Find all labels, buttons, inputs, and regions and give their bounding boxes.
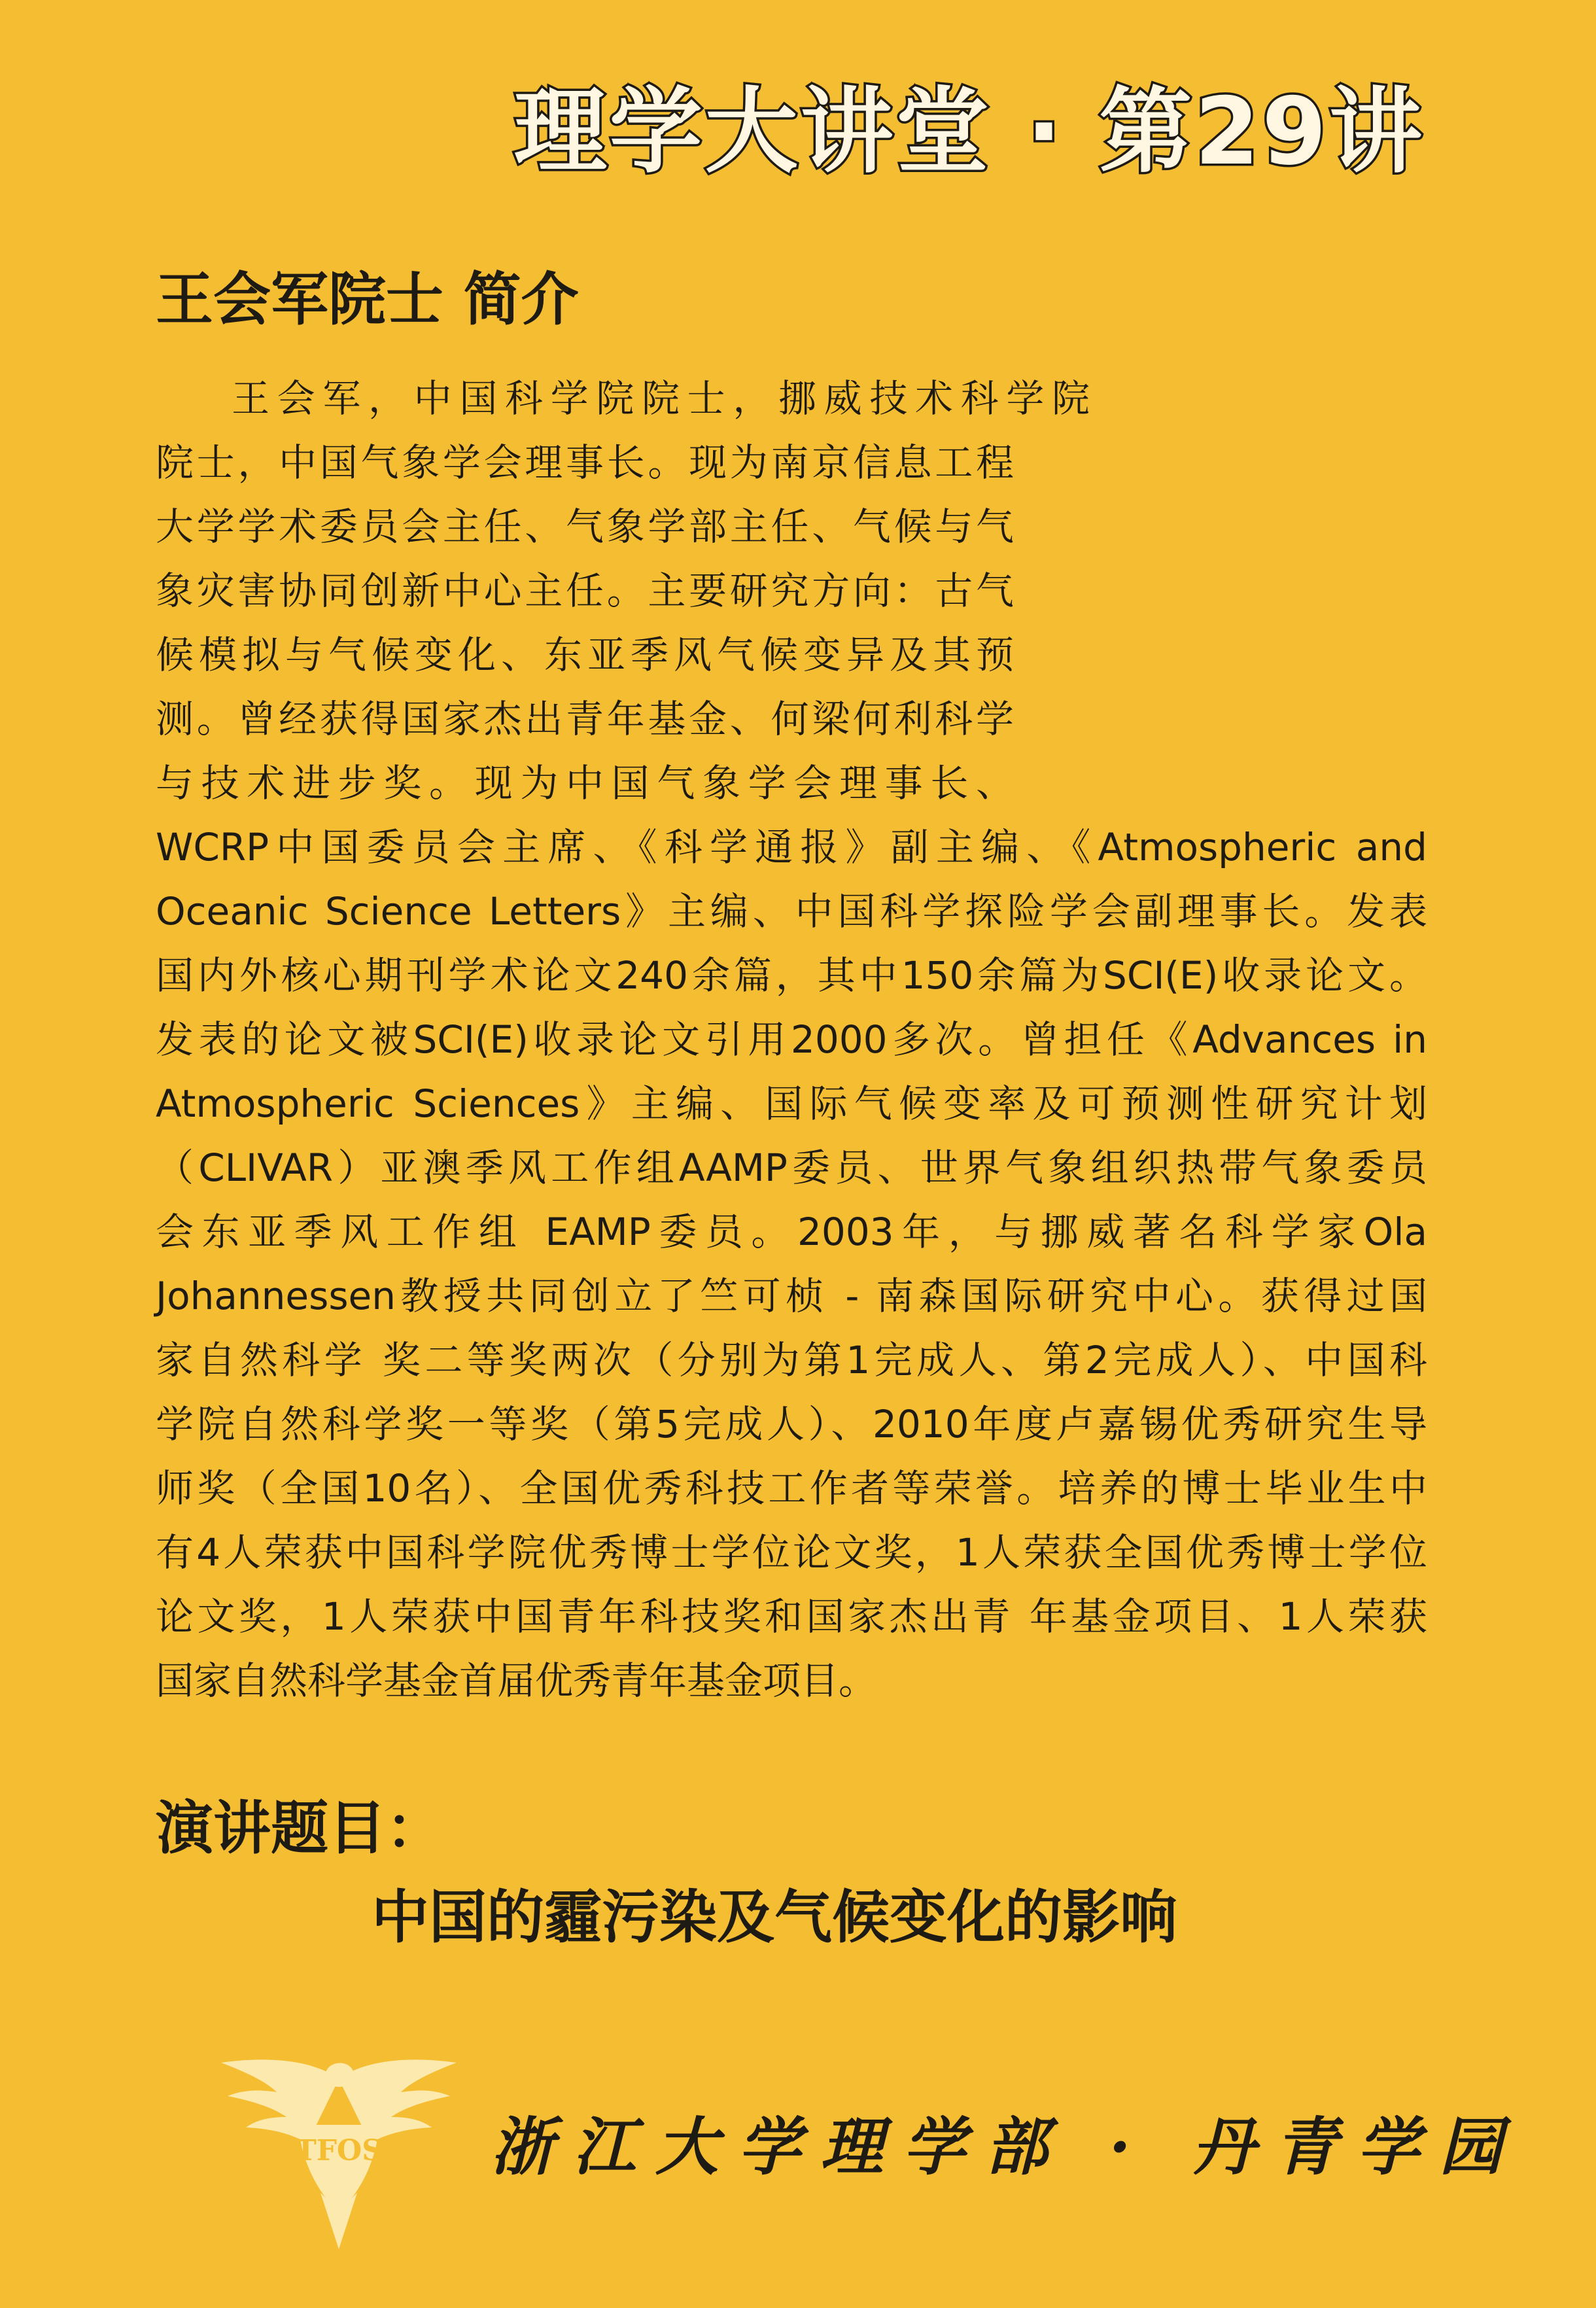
intro-heading: 王会军院士 简介	[156, 266, 579, 333]
bio-line: 论文奖，1人荣获中国青年科技奖和国家杰出青 年基金项目、1人荣获	[156, 1594, 1427, 1639]
bio-line: 与技术进步奖。现为中国气象学会理事长、	[156, 761, 1014, 805]
bio-line: 候模拟与气候变化、东亚季风气候变异及其预	[156, 633, 1014, 677]
bio-line: （CLIVAR）亚澳季风工作组AAMP委员、世界气象组织热带气象委员	[156, 1145, 1427, 1190]
bio-line: WCRP中国委员会主席、《科学通报》副主编、《Atmospheric and	[156, 825, 1427, 869]
bio-line: 象灾害协同创新中心主任。主要研究方向：古气	[156, 568, 1014, 613]
bio-line: 大学学术委员会主任、气象学部主任、气候与气	[156, 504, 1014, 549]
bio-line: Atmospheric Sciences》主编、国际气候变率及可预测性研究计划	[156, 1081, 1427, 1126]
bio-line: 王会军，中国科学院院士，挪威技术科学院	[232, 376, 1090, 421]
bio-line: 国内外核心期刊学术论文240余篇，其中150余篇为SCI(E)收录论文。	[156, 953, 1427, 998]
eagle-emblem-icon	[221, 2053, 457, 2249]
topic-title: 中国的霾污染及气候变化的影响	[372, 1883, 1178, 1951]
bio-line: Johannessen教授共同创立了竺可桢 - 南森国际研究中心。获得过国	[156, 1274, 1427, 1318]
bio-line: 有4人荣获中国科学院优秀博士学位论文奖，1人荣获全国优秀博士学位	[156, 1530, 1427, 1575]
logo-text: TFOS	[294, 2134, 383, 2167]
bio-line: Oceanic Science Letters》主编、中国科学探险学会副理事长。发表	[156, 889, 1427, 934]
bio-line: 国家自然科学基金首届优秀青年基金项目。	[156, 1658, 877, 1703]
footer-organization: 浙江大学理学部 · 丹青学园	[491, 2110, 1522, 2184]
bio-line: 院士，中国气象学会理事长。现为南京信息工程	[156, 440, 1014, 485]
bio-line: 测。曾经获得国家杰出青年基金、何梁何利科学	[156, 697, 1014, 741]
bio-line: 发表的论文被SCI(E)收录论文引用2000多次。曾担任《Advances in	[156, 1017, 1427, 1062]
lecture-series-title: 理学大讲堂 · 第29讲	[513, 78, 1425, 186]
bio-line: 师奖（全国10名）、全国优秀科技工作者等荣誉。培养的博士毕业生中	[156, 1466, 1427, 1511]
bio-line: 学院自然科学奖一等奖（第5完成人）、2010年度卢嘉锡优秀研究生导	[156, 1402, 1427, 1446]
bio-line: 会东亚季风工作组 EAMP委员。2003年，与挪威著名科学家Ola	[156, 1210, 1427, 1254]
bio-line: 家自然科学 奖二等奖两次（分别为第1完成人、第2完成人）、中国科	[156, 1338, 1427, 1382]
bio-paragraph	[156, 366, 1427, 1713]
topic-label: 演讲题目：	[156, 1794, 444, 1862]
